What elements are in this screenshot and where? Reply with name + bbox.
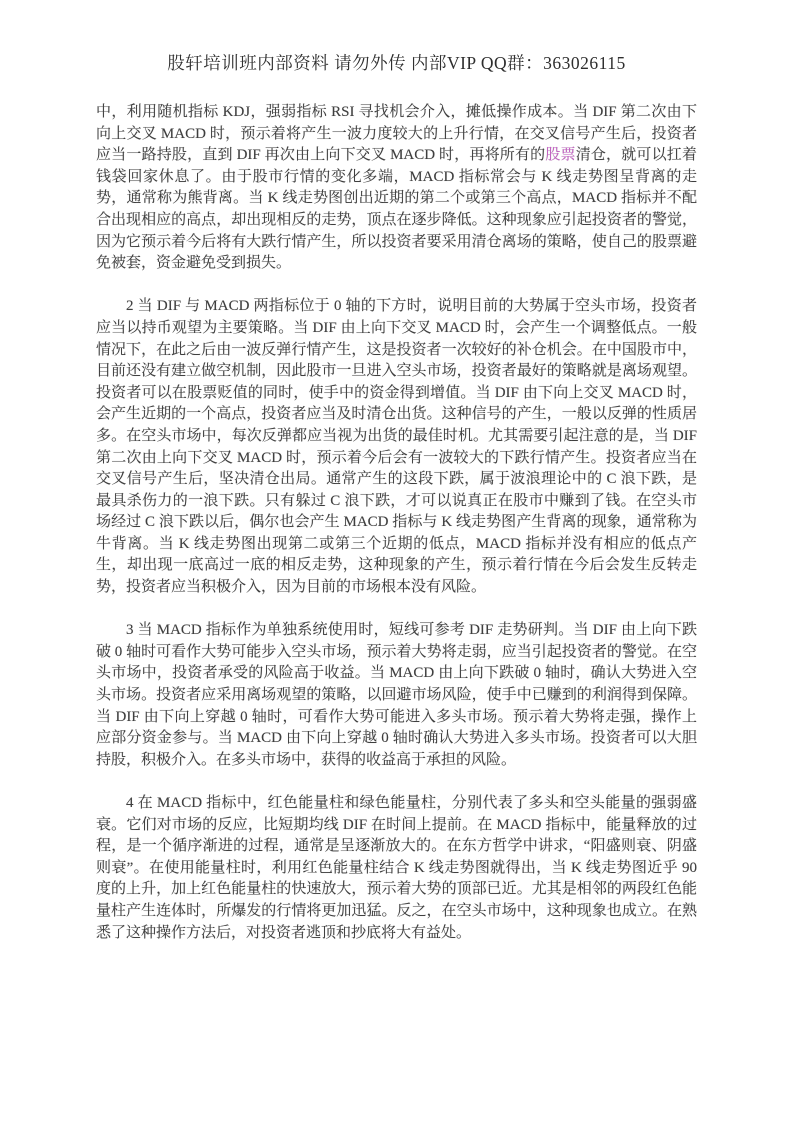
- paragraph-macd-rule-4: 4 在 MACD 指标中，红色能量柱和绿色能量柱，分别代表了多头和空头能量的强弱盛衰。它们对市场的反应，比短期均线 DIF 在时间上提前。在 MACD 指标中，能量释放的过程，是一个循序渐进的过程，通常是呈逐渐放大的。在东方哲学中讲求，“阳盛则衰、阴盛则衰”。在使用能量柱时，利用红色能量柱结合 K 线走势图就得出，当 K 线走势图近乎 90 度的上升，加上红色能量柱的快速放大，预示着大势的顶部已近。尤其是相邻的两段红色能量柱产生连体时，所爆发的行情将更加迅猛。反之，在空头市场中，这种现象也成立。在熟悉了这种操作方法后，对投资者逃顶和抄底将大有益处。: [96, 795, 697, 941]
- paragraph-text: 清仓，就可以扛着钱袋回家休息了。由于股市行情的变化多端，MACD 指标常会与 K 线走势图呈背离的走势，通常称为熊背离。当 K 线走势图创出近期的第二个或第三个高点，MACD 指标并不配合出现相应的高点，却出现相反的走势，顶点在逐步降低。这种现象应引起投资者的警觉，因为它预示着今后将有大跌行情产生，所以投资者要采用清仓离场的策略，使自己的股票避免被套，资金避免受到损失。: [96, 147, 697, 272]
- paragraph-macd-rule-3: 3 当 MACD 指标作为单独系统使用时，短线可参考 DIF 走势研判。当 DIF 由上向下跌破 0 轴时可看作大势可能步入空头市场，预示着大势将走弱，应当引起投资者的警觉。在空头市场中，投资者承受的风险高于收益。当 MACD 由上向下跌破 0 轴时，确认大势进入空头市场。投资者应采用离场观望的策略，以回避市场风险，使手中已赚到的利润得到保障。当 DIF 由下向上穿越 0 轴时，可看作大势可能进入多头市场。预示着大势将走强，操作上应部分资金参与。当 MACD 由下向上穿越 0 轴时确认大势进入多头市场。投资者可以大胆持股，积极介入。在多头市场中，获得的收益高于承担的风险。: [96, 622, 697, 768]
- stock-keyword-link[interactable]: 股票: [545, 147, 576, 164]
- paragraph-macd-rule-1: [96, 102, 697, 275]
- page-header: 股轩培训班内部资料 请勿外传 内部VIP QQ群：363026115: [167, 53, 626, 73]
- paragraph-macd-rule-2: 2 当 DIF 与 MACD 两指标位于 0 轴的下方时，说明目前的大势属于空头市场，投资者应当以持币观望为主要策略。当 DIF 由上向下交叉 MACD 时，会产生一个调整低点。一般情况下，在此之后由一波反弹行情产生，这是投资者一次较好的补仓机会。在中国股市中，目前还没有建立做空机制，因此股市一旦进入空头市场，投资者最好的策略就是离场观望。投资者可以在股票贬值的同时，使手中的资金得到增值。当 DIF 由下向上交叉 MACD 时，会产生近期的一个高点，投资者应当及时清仓出货。这种信号的产生，一般以反弹的性质居多。在空头市场中，每次反弹都应当视为出货的最佳时机。尤其需要引起注意的是，当 DIF 第二次由上向下交叉 MACD 时，预示着今后会有一波较大的下跌行情产生。投资者应当在交叉信号产生后，坚决清仓出局。通常产生的这段下跌，属于波浪理论中的 C 浪下跌，是最具杀伤力的一浪下跌。只有躲过 C 浪下跌，才可以说真正在股市中赚到了钱。在空头市场经过 C 浪下跌以后，偶尔也会产生 MACD 指标与 K 线走势图产生背离的现象，通常称为牛背离。当 K 线走势图出现第二或第三个近期的低点，MACD 指标并没有相应的低点产生，却出现一底高过一底的相反走势，这种现象的产生，预示着行情在今后会发生反转走势，投资者应当积极介入，因为目前的市场根本没有风险。: [96, 298, 697, 596]
- paragraph-text: 中，利用随机指标 KDJ，强弱指标 RSI 寻找机会介入，摊低操作成本。当 DIF 第二次由下向上交叉 MACD 时，预示着将产生一波力度较大的上升行情，在交叉信号产生后，投资者应当一路持股，直到 DIF 再次由上向下交叉 MACD 时，再将所有的: [96, 104, 697, 164]
- document-body: [96, 102, 697, 944]
